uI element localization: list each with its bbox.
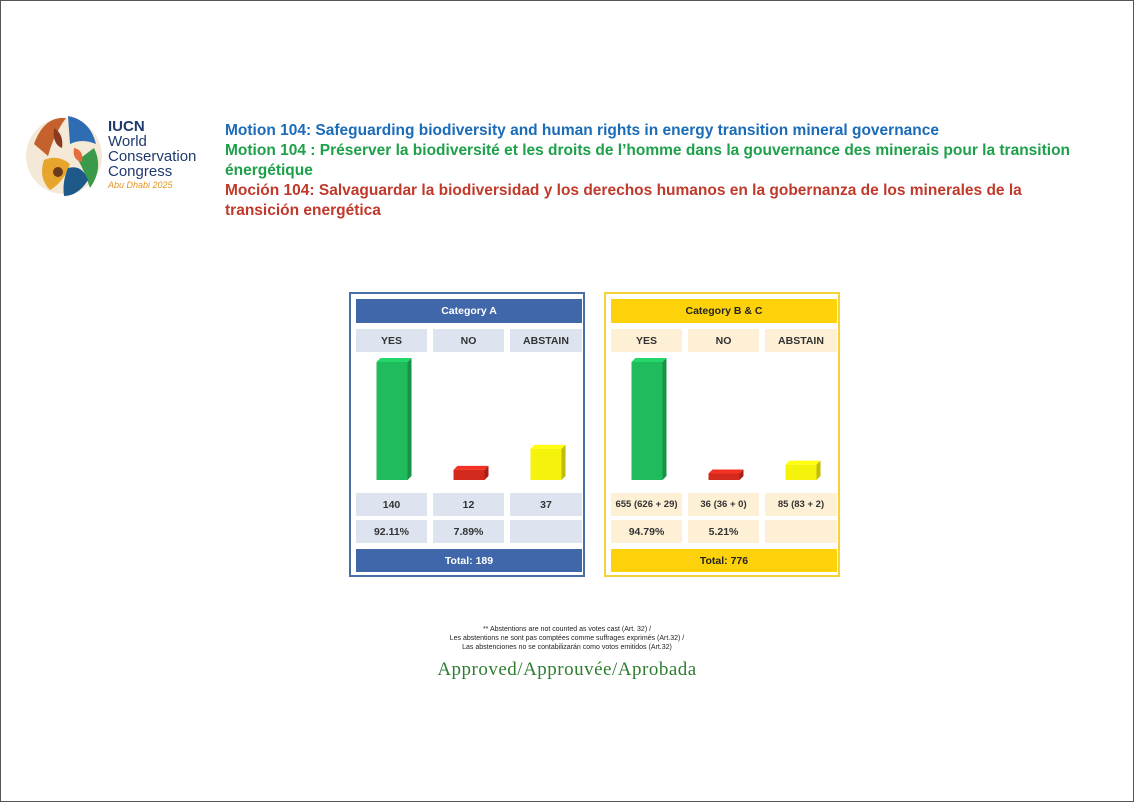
category-a-value-no: 12 [433,493,504,516]
category-bc-bar-abstain [786,461,821,480]
footnote-line-en: ** Abstentions are not counted as votes cast (Art. 32) / [482,626,652,633]
category-bc-percent-abstain [765,520,837,543]
category-bc-bar-no [709,470,744,480]
motion-title-en: Motion 104: Safeguarding biodiversity and human rights in energy transition mineral governance [225,122,939,139]
category-a-bar-yes-front [377,362,408,480]
category-bc-title: Category B & C [611,299,837,323]
category-a-bar-abstain-top [531,445,566,449]
result-status: Approved/Approuvée/Aprobada [437,659,697,680]
logo-emblem-icon [24,104,106,208]
category-a-label-no: NO [433,329,504,352]
category-bc-bar-no-front [709,474,740,480]
category-a-bar-abstain [531,445,566,480]
category-bc-value-abstain: 85 (83 + 2) [765,493,837,516]
category-a-value-yes: 140 [356,493,427,516]
category-bc-label-yes: YES [611,329,682,352]
category-a-bar-abstain-front [531,449,562,480]
category-a-bar-no [454,466,489,480]
category-bc-bar-abstain-front [786,465,817,480]
category-bc-bar-yes-top [632,358,667,362]
footnote-line-fr: Les abstentions ne sont pas comptées comme suffrages exprimés (Art.32) / [449,635,685,642]
category-bc-bar-no-top [709,470,744,474]
category-a-total: Total: 189 [356,549,582,572]
motion-title-es: Moción 104: Salvaguardar la biodiversidad y los derechos humanos en la gobernanza de los minerales de la transición energética [225,182,1022,219]
category-bc-plot [612,356,838,484]
category-bc-total: Total: 776 [611,549,837,572]
logo-conservation-text: Conservation [108,148,197,165]
category-a-value-abstain: 37 [510,493,582,516]
category-a-plot [357,356,583,484]
category-bc-label-abstain: ABSTAIN [765,329,837,352]
logo-iucn-text: IUCN [108,118,145,135]
abstention-footnote [350,625,784,652]
category-bc-bar-abstain-top [786,461,821,465]
category-a-label-yes: YES [356,329,427,352]
category-bc-value-yes: 655 (626 + 29) [611,493,682,516]
category-bc-panel [604,292,840,577]
category-a-title: Category A [356,299,582,323]
motion-title-fr: Motion 104 : Préserver la biodiversité et les droits de l’homme dans la gouvernance des minerais pour la transition énergétique [225,142,1071,179]
category-a-panel [349,292,585,577]
footnote-line-es: Las abstenciones no se contabilizarán como votos emitidos (Art.32) [462,644,672,651]
category-bc-label-no: NO [688,329,759,352]
motion-titles [225,121,1075,221]
category-a-percent-yes: 92.11% [356,520,427,543]
category-a-bar-yes-top [377,358,412,362]
category-a-percent-no: 7.89% [433,520,504,543]
logo-congress-text: Congress [108,163,173,180]
category-bc-bar-yes-front [632,362,663,480]
category-a-bar-no-front [454,470,485,480]
category-a-bar-yes [377,358,412,480]
category-a-percent-abstain [510,520,582,543]
category-a-bar-abstain-side [562,445,566,480]
category-bc-percent-no: 5.21% [688,520,759,543]
category-bc-percent-yes: 94.79% [611,520,682,543]
category-a-bar-yes-side [408,358,412,480]
logo-world-text: World [108,133,147,150]
category-bc-bar-yes-side [663,358,667,480]
logo-location-text: Abu Dhabi 2025 [108,180,173,190]
category-a-label-abstain: ABSTAIN [510,329,582,352]
category-bc-value-no: 36 (36 + 0) [688,493,759,516]
category-a-bar-no-top [454,466,489,470]
iucn-congress-logo [24,104,219,210]
category-bc-bar-yes [632,358,667,480]
